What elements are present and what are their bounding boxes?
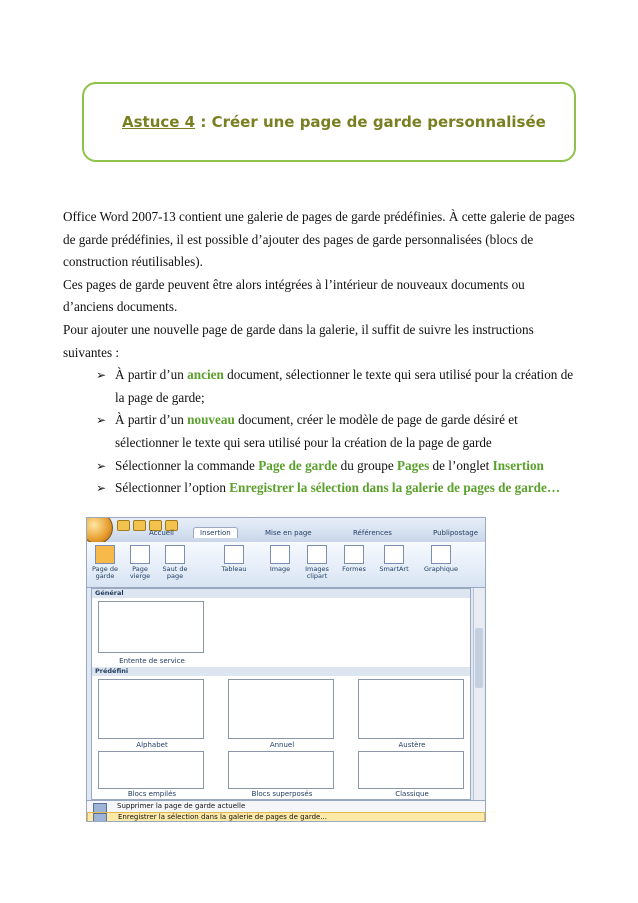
bullet-select-command	[63, 455, 575, 478]
gallery-section-general: Général	[92, 589, 470, 598]
bullet-text: de l’onglet	[429, 457, 493, 473]
blank-page-icon	[130, 545, 150, 564]
arrow-bullet-icon: ➢	[96, 481, 107, 496]
undo-icon[interactable]	[133, 520, 146, 531]
menu-item-delete-cover[interactable]: Supprimer la page de garde actuelle	[117, 802, 246, 810]
smartart-button[interactable]	[377, 545, 411, 573]
page-break-icon	[165, 545, 185, 564]
cover-caption: Blocs empilés	[127, 790, 177, 798]
bullet-highlight: Pages	[397, 457, 430, 473]
ribbon-label: Tableau	[221, 565, 247, 573]
title-text: : Créer une page de garde personnalisée	[195, 113, 546, 131]
menu-item-save-selection[interactable]: Enregistrer la sélection dans la galerie de pages de garde...	[87, 812, 485, 822]
tab-references[interactable]: Références	[353, 529, 392, 537]
chart-icon	[431, 545, 451, 564]
cover-caption: Annuel	[269, 741, 295, 749]
cover-thumb-blocs-superposes[interactable]	[228, 751, 334, 789]
blank-page-button[interactable]	[125, 545, 155, 580]
word-screenshot	[86, 517, 486, 822]
gallery-menu	[87, 800, 485, 822]
bullet-highlight: ancien	[187, 367, 224, 383]
cover-page-icon	[95, 545, 115, 564]
ribbon-label: Image	[269, 565, 291, 573]
smartart-icon	[384, 545, 404, 564]
cover-caption: Austère	[398, 741, 426, 749]
bullet-new-document	[63, 409, 575, 454]
save-selection-icon	[93, 813, 107, 822]
ribbon-label: Page vierge	[129, 565, 151, 580]
bullet-select-option	[63, 477, 575, 500]
paragraph-intro: Office Word 2007-13 contient une galerie de pages de garde prédéfinies. À cette galerie de pages de garde prédéfinies, il est possible d’ajouter des pages de garde personnalisées (blocs de construction réutilisables).	[63, 209, 575, 270]
ribbon-tab-bar	[87, 518, 485, 542]
arrow-bullet-icon: ➢	[96, 413, 107, 428]
cover-caption: Classique	[395, 790, 429, 798]
ribbon-label: Graphique	[424, 565, 458, 573]
shapes-icon	[344, 545, 364, 564]
save-icon[interactable]	[117, 520, 130, 531]
paragraph-usage: Ces pages de garde peuvent être alors intégrées à l’intérieur de nouveaux documents ou d’anciens documents.	[63, 276, 525, 315]
bullet-text: document, créer le modèle de page de garde désiré et sélectionner le texte qui sera utilisé pour la création de la page de garde	[115, 412, 518, 450]
scrollbar-thumb[interactable]	[475, 628, 483, 688]
ribbon-label: Page de garde	[92, 565, 118, 580]
bullet-text: Sélectionner l’option	[115, 480, 230, 496]
bullet-text: Sélectionner la commande	[115, 457, 259, 473]
title-tip-number: Astuce 4	[122, 113, 196, 131]
bullet-highlight: Enregistrer la sélection dans la galerie de pages de garde…	[229, 480, 561, 496]
cover-thumb-blocs-empiles[interactable]	[98, 751, 204, 789]
arrow-bullet-icon: ➢	[96, 458, 107, 473]
ribbon-insertion	[87, 542, 485, 588]
tab-publipostage[interactable]: Publipostage	[433, 529, 479, 537]
bullet-highlight: nouveau	[187, 412, 235, 428]
gallery-scrollbar[interactable]	[473, 588, 484, 800]
bullet-text: du groupe	[337, 457, 397, 473]
cover-thumb-austere[interactable]	[358, 679, 464, 739]
ribbon-label: SmartArt	[379, 565, 409, 573]
image-button[interactable]	[265, 545, 295, 573]
page-title	[122, 113, 546, 131]
tab-accueil[interactable]: Accueil	[149, 529, 174, 537]
bullet-highlight: Insertion	[492, 457, 544, 473]
ribbon-label: Formes	[342, 565, 366, 573]
cover-caption: Entente de service	[119, 657, 185, 665]
page-break-button[interactable]	[159, 545, 191, 580]
body-text	[63, 206, 575, 500]
gallery-section-predefined: Prédéfini	[92, 667, 470, 676]
clipart-button[interactable]	[299, 545, 335, 580]
clipart-icon	[307, 545, 327, 564]
shapes-button[interactable]	[339, 545, 369, 573]
image-icon	[270, 545, 290, 564]
tab-insertion[interactable]: Insertion	[193, 527, 238, 538]
cover-page-gallery	[91, 588, 471, 800]
table-button[interactable]	[217, 545, 251, 573]
chart-button[interactable]	[421, 545, 461, 573]
cover-thumb-entente[interactable]	[98, 601, 204, 653]
ribbon-label: Saut de page	[162, 565, 188, 580]
tab-mise-en-page[interactable]: Mise en page	[265, 529, 312, 537]
bullet-text: document, sélectionner le texte qui sera utilisé pour la création de la page de garde;	[115, 367, 574, 405]
cover-caption: Alphabet	[136, 741, 168, 749]
bullet-old-document	[63, 364, 575, 409]
cover-thumb-classique[interactable]	[358, 751, 464, 789]
cover-thumb-annuel[interactable]	[228, 679, 334, 739]
ribbon-label: Images clipart	[305, 565, 329, 580]
cover-page-button[interactable]	[89, 545, 121, 580]
arrow-bullet-icon: ➢	[96, 368, 107, 383]
cover-caption: Blocs superposés	[251, 790, 313, 798]
paragraph-instructions: Pour ajouter une nouvelle page de garde dans la galerie, il suffit de suivre les instructions suivantes :	[63, 321, 534, 360]
bullet-highlight: Page de garde	[258, 457, 338, 473]
table-icon	[224, 545, 244, 564]
bullet-text: À partir d’un	[115, 412, 188, 428]
bullet-text: À partir d’un	[115, 367, 188, 383]
cover-thumb-alphabet[interactable]	[98, 679, 204, 739]
office-button-icon[interactable]	[86, 517, 113, 544]
